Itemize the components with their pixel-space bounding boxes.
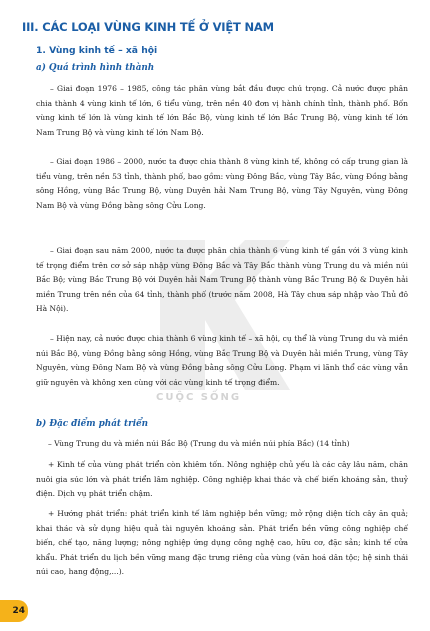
paragraph: – Hiện nay, cả nước được chia thành 6 vùng kinh tế – xã hội, cụ thể là vùng Trung du và miền núi Bắc Bộ, vùng Đồng bằng sông Hồng, vùng Bắc Trung Bộ và Duyên hải miền Trung, vùng Tây Nguyên, vùng Đông Nam Bộ và vùng Đồng bằng sông Cửu Long. Phạm vi lãnh thổ các vùng vẫn giữ nguyên và không xen cùng với các vùng kinh tế trọng điểm. [36, 334, 408, 387]
paragraph: – Giai đoạn 1986 – 2000, nước ta được chia thành 8 vùng kinh tế, không có cấp trung gian là tiểu vùng, trên nền 53 tỉnh, thành phố, bao gồm: vùng Đông Bắc, vùng Tây Bắc, vùng Đồng bằng sông Hồng, vùng Bắc Trung Bộ, vùng Duyên hải Nam Trung Bộ, vùng Tây Nguyên, vùng Đông Nam Bộ và vùng Đồng bằng sông Cửu Long. [36, 157, 408, 210]
paragraph: – Vùng Trung du và miền núi Bắc Bộ (Trung du và miền núi phía Bắc) (14 tỉnh) [48, 439, 350, 448]
paragraph: – Giai đoạn 1976 – 1985, công tác phân vùng bắt đầu được chú trọng. Cả nước được phân chia thành 4 vùng kinh tế lớn, 6 tiểu vùng, trên nền 40 đơn vị hành chính tỉnh, thành phố. Bốn vùng kinh tế lớn là vùng kinh tế lớn Bắc Bộ, vùng kinh tế lớn Bắc Trung Bộ, vùng kinh tế lớn Nam Trung Bộ và vùng kinh tế lớn Nam Bộ. [36, 84, 408, 137]
heading-a: a) Quá trình hình thành [36, 63, 155, 73]
heading-b: b) Đặc điểm phát triển [36, 419, 149, 429]
paragraph: – Giai đoạn sau năm 2000, nước ta được phân chia thành 6 vùng kinh tế gắn với 3 vùng kinh tế trọng điểm trên cơ sở sáp nhập vùng Đông Bắc và Tây Bắc thành vùng Trung du và miền núi Bắc Bộ; vùng Bắc Trung Bộ với Duyên hải Nam Trung Bộ thành vùng Bắc Trung Bộ & Duyên hải miền Trung trên nền của 64 tỉnh, thành phố (trước năm 2008, Hà Tây chưa sáp nhập vào Thủ đô Hà Nội). [36, 246, 408, 314]
subsection-title: 1. Vùng kinh tế – xã hội [36, 45, 158, 56]
paragraph: + Kinh tế của vùng phát triển còn khiêm tốn. Nông nghiệp chủ yếu là các cây lâu năm, chăn nuôi gia súc lớn và phát triển lâm nghiệp. Công nghiệp khai thác và chế biến khoáng sản, thuỷ điện. Dịch vụ phát triển chậm. [36, 460, 408, 499]
section-title: III. CÁC LOẠI VÙNG KINH TẾ Ở VIỆT NAM [22, 20, 274, 34]
page-number-badge: 24 [0, 600, 28, 622]
paragraph: + Hướng phát triển: phát triển kinh tế lâm nghiệp bền vững; mở rộng diện tích cây ăn quả; khai thác và sử dụng hiệu quả tài nguyên khoáng sản. Phát triển bền vững công nghiệp chế biến, chế tạo, năng lượng; nông nghiệp ứng dụng công nghệ cao, hữu cơ, đặc sản; kinh tế cửa khẩu. Phát triển du lịch bền vững mang đặc trưng riêng của vùng (văn hoá dân tộc; hệ sinh thái núi cao, hang động,...). [36, 509, 408, 577]
watermark-text: CUỘC SỐNG [156, 392, 242, 403]
